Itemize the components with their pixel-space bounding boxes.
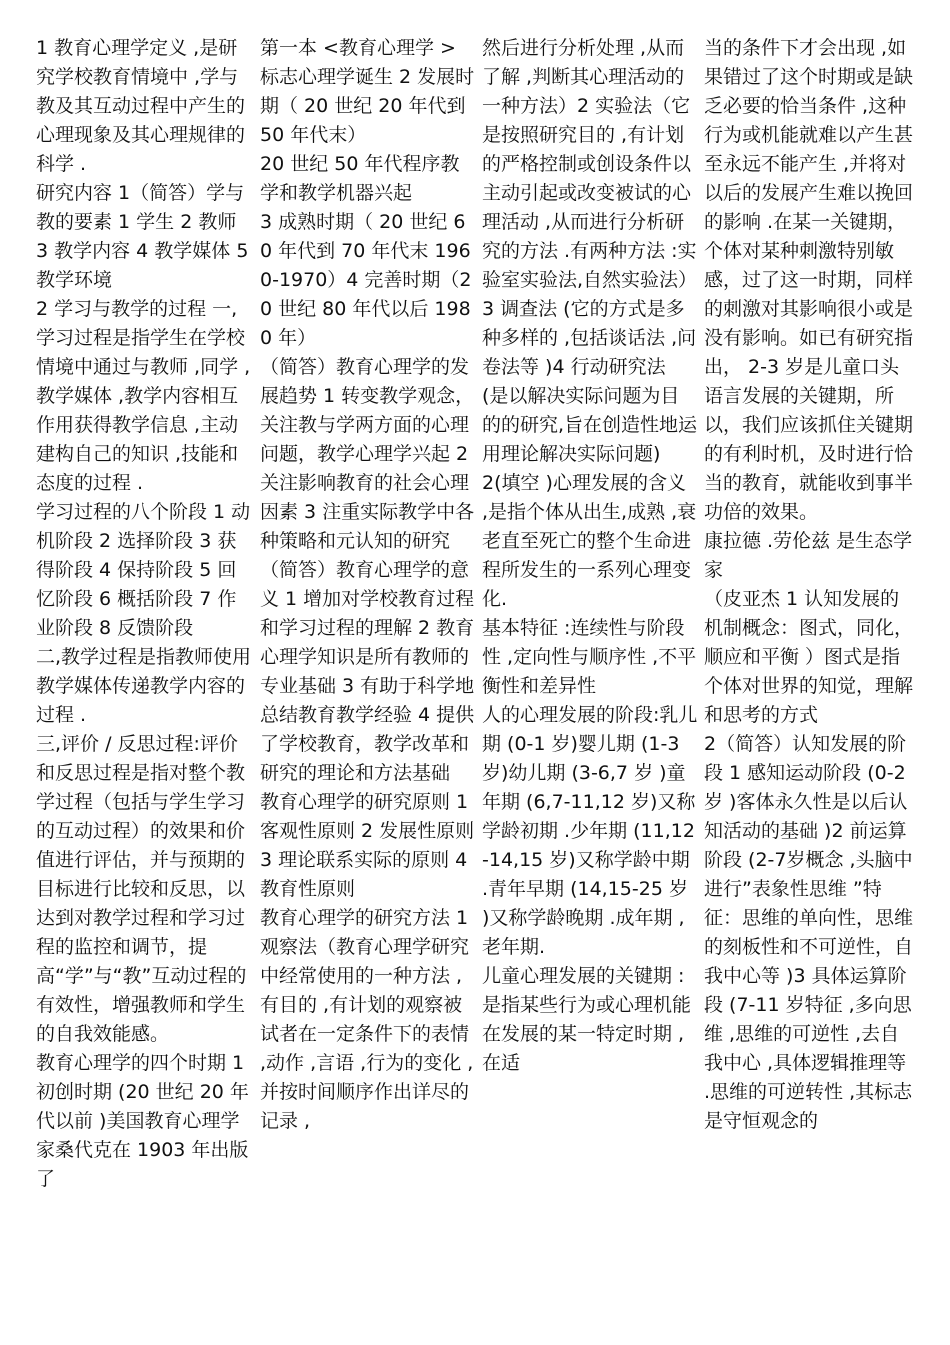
- paragraph: （皮亚杰 1 认知发展的机制概念：图式，同化，顺应和平衡 ）图式是指个体对世界的知觉，理解和思考的方式: [704, 588, 914, 726]
- paragraph: 三,评价 / 反思过程:评价和反思过程是指对整个教学过程（包括与学生学习的互动过程）的效果和价值进行评估，并与预期的目标进行比较和反思，以达到对教学过程和学习过程的监控和调节，提高“学”与“教”互动过程的有效性，增强教师和学生的自我效能感。: [36, 733, 247, 1045]
- paragraph: 康拉德 .劳伦兹 是生态学家: [704, 530, 913, 581]
- paragraph: 儿童心理发展的关键期 :是指某些行为或心理机能在发展的某一特定时期 ,在适: [482, 965, 692, 1074]
- paragraph: 20 世纪 50 年代程序教学和教学机器兴起: [260, 153, 460, 204]
- paragraph: （简答）教育心理学的意义 1 增加对学校教育过程和学习过程的理解 2 教育心理学知识是所有教师的专业基础 3 有助于科学地总结教育教学经验 4 提供了学校教育，教学改革和研究的理论和方法基础: [260, 559, 475, 784]
- paragraph: 第一本 <教育心理学 > 标志心理学诞生 2 发展时期（ 20 世纪 20 年代到 50 年代末）: [260, 37, 475, 146]
- paragraph: 二,教学过程是指教师使用教学媒体传递教学内容的过程 .: [36, 646, 252, 726]
- paragraph: 基本特征 :连续性与阶段性 ,定向性与顺序性 ,不平衡性和差异性: [482, 617, 697, 697]
- paragraph: 教育心理学的四个时期 1 初创时期 (20 世纪 20 年代以前 )美国教育心理学家桑代克在 1903 年出版了: [36, 1052, 249, 1190]
- paragraph: 人的心理发展的阶段:乳儿期 (0-1 岁)婴儿期 (1-3 岁)幼儿期 (3-6,7 岁 )童年期 (6,7-11,12 岁)又称学龄初期 .少年期 (11,12-14,15 岁)又称学龄中期 .青年早期 (14,15-25 岁 )又称学龄晚期 .成年期 ,老年期.: [482, 704, 698, 958]
- paragraph: 2(填空 )心理发展的含义 ,是指个体从出生,成熟 ,衰老直至死亡的整个生命进程所发生的一系列心理变化.: [482, 472, 697, 610]
- paragraph: 教育心理学的研究方法 1 观察法（教育心理学研究中经常使用的一种方法 ,有目的 ,有计划的观察被试者在一定条件下的表情 ,动作 ,言语 ,行为的变化 ,并按时间顺序作出详尽的记录 ,: [260, 907, 474, 1132]
- text-column-3: [482, 34, 698, 1319]
- paragraph: 研究内容 1（简答）学与教的要素 1 学生 2 教师 3 教学内容 4 教学媒体 5 教学环境: [36, 182, 249, 291]
- text-column-4: [704, 34, 918, 1319]
- paragraph: 当的条件下才会出现 ,如果错过了这个时期或是缺乏必要的恰当条件 ,这种行为或机能就难以产生甚至永远不能产生 ,并将对以后的发展产生难以挽回的影响 .在某一关键期，个体对某种刺激特别敏感，过了这一时期，同样的刺激对其影响很小或是没有影响。如已有研究指出， 2-3 岁是儿童口头语言发展的关键期，所以，我们应该抓住关键期的有利时机，及时进行恰当的教育，就能收到事半功倍的效果。: [704, 37, 914, 523]
- paragraph: 3 调查法 (它的方式是多种多样的 ,包括谈话法 ,问卷法等 )4 行动研究法 (是以解决实际问题为目的的研究,旨在创造性地运用理论解决实际问题): [482, 298, 698, 465]
- paragraph: 学习过程的八个阶段 1 动机阶段 2 选择阶段 3 获得阶段 4 保持阶段 5 回忆阶段 6 概括阶段 7 作业阶段 8 反馈阶段: [36, 501, 251, 639]
- paragraph: 2 学习与教学的过程 一,学习过程是指学生在学校情境中通过与教师 ,同学 ,教学媒体 ,教学内容相互作用获得教学信息 ,主动建构自己的知识 ,技能和态度的过程 .: [36, 298, 251, 494]
- paragraph: （简答）教育心理学的发展趋势 1 转变教学观念，关注教与学两方面的心理问题，教学心理学兴起 2 关注影响教育的社会心理因素 3 注重实际教学中各种策略和元认知的研究: [260, 356, 475, 552]
- text-column-2: [260, 34, 476, 1319]
- paragraph: 3 成熟时期（ 20 世纪 60 年代到 70 年代末 1960-1970）4 完善时期（20 世纪 80 年代以后 1980 年）: [260, 211, 472, 349]
- text-column-1: [36, 34, 254, 1319]
- paragraph: 2（简答）认知发展的阶段 1 感知运动阶段 (0-2 岁 )客体永久性是以后认知活动的基础 )2 前运算阶段 (2-7岁概念 ,头脑中进行”表象性思维 ”特征：思维的单向性，思维的刻板性和不可逆性，自我中心等 )3 具体运算阶段 (7-11 岁特征 ,多向思维 ,思维的可逆性 ,去自我中心 ,具体逻辑推理等 .思维的可逆转性 ,其标志是守恒观念的: [704, 733, 914, 1132]
- paragraph: 教育心理学的研究原则 1 客观性原则 2 发展性原则 3 理论联系实际的原则 4 教育性原则: [260, 791, 475, 900]
- paragraph: 1 教育心理学定义 ,是研究学校教育情境中 ,学与教及其互动过程中产生的心理现象及其心理规律的科学 .: [36, 37, 246, 175]
- document-page: [36, 34, 918, 1319]
- paragraph: 然后进行分析处理 ,从而了解 ,判断其心理活动的一种方法）2 实验法（它是按照研究目的 ,有计划的严格控制或创设条件以主动引起或改变被试的心理活动 ,从而进行分析研究的方法 .有两种方法 :实验室实验法,自然实验法）: [482, 37, 698, 291]
